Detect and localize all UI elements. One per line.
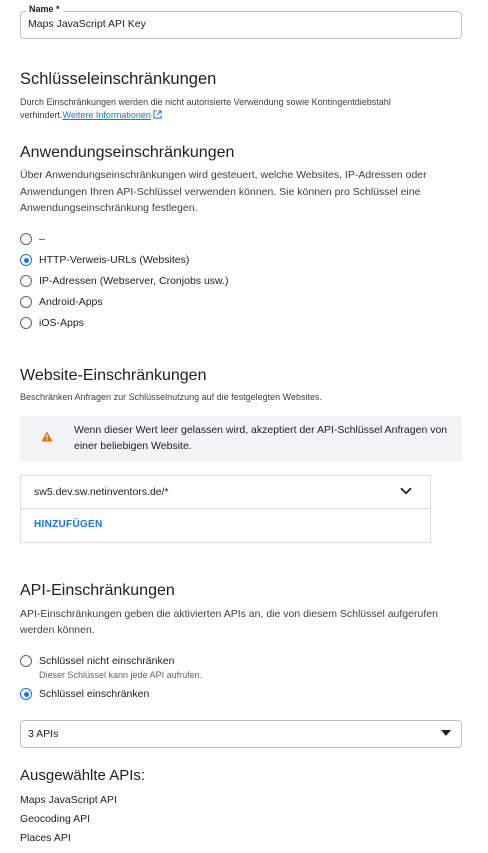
- app-restrictions-desc-line3: Anwendungseinschränkung festlegen.: [20, 202, 198, 214]
- api-restrictions-desc-line1: API-Einschränkungen geben die aktivierten APIs an, die von diesem Schlüssel aufgerufen: [20, 608, 438, 620]
- warning-icon: [41, 431, 53, 442]
- app-restrictions-desc-line1: Über Anwendungseinschränkungen wird gesteuert, welche Websites, IP-Adressen oder: [20, 169, 427, 181]
- app-restrictions-title: Anwendungseinschränkungen: [20, 144, 235, 161]
- selected-api-item: Maps JavaScript API: [20, 794, 117, 806]
- selected-api-item: Places API: [20, 832, 71, 844]
- open-in-new-icon[interactable]: [153, 110, 162, 119]
- learn-more-link[interactable]: Weitere Informationen: [62, 109, 151, 120]
- radio-dont-restrict[interactable]: [20, 655, 32, 667]
- key-restrictions-desc-text: verhindert.: [20, 109, 63, 120]
- selected-apis-title: Ausgewählte APIs:: [20, 767, 146, 784]
- dropdown-arrow-icon[interactable]: [441, 730, 451, 736]
- api-restrictions-title: API-Einschränkungen: [20, 582, 175, 599]
- radio-ip-addresses-label: IP-Adressen (Webserver, Cronjobs usw.): [39, 275, 229, 287]
- radio-ip-addresses[interactable]: [20, 275, 32, 287]
- website-restrictions-description: Beschränken Anfragen zur Schlüsselnutzung auf die festgelegten Websites.: [20, 392, 323, 402]
- radio-none[interactable]: [20, 233, 32, 245]
- radio-dont-restrict-label: Schlüssel nicht einschränken: [39, 655, 175, 667]
- warning-text-line1: Wenn dieser Wert leer gelassen wird, akzeptiert der API-Schlüssel Anfragen von: [74, 424, 448, 436]
- warning-text: [74, 422, 454, 454]
- referrer-url[interactable]: sw5.dev.sw.netinventors.de/*: [34, 486, 169, 498]
- chevron-down-icon[interactable]: [400, 487, 412, 495]
- add-referrer-button[interactable]: HINZUFÜGEN: [34, 519, 103, 530]
- referrer-divider: [21, 508, 430, 509]
- key-restrictions-desc-line2: [20, 109, 470, 122]
- app-restrictions-description: [20, 167, 470, 217]
- radio-http-referrers[interactable]: [20, 254, 32, 266]
- radio-ios[interactable]: [20, 317, 32, 329]
- radio-ios-label: iOS-Apps: [39, 317, 84, 329]
- api-select-value: 3 APIs: [28, 728, 59, 740]
- api-restrictions-description: [20, 606, 470, 638]
- name-field-value[interactable]: Maps JavaScript API Key: [28, 18, 146, 30]
- api-select[interactable]: [20, 720, 462, 748]
- key-restrictions-description: [20, 96, 470, 121]
- radio-http-referrers-label: HTTP-Verweis-URLs (Websites): [39, 254, 190, 266]
- key-restrictions-title: Schlüsseleinschränkungen: [20, 70, 217, 88]
- selected-api-item: Geocoding API: [20, 813, 91, 825]
- api-restrictions-desc-line2: werden können.: [20, 624, 95, 636]
- warning-text-line2: einer beliebigen Website.: [74, 440, 192, 452]
- app-restrictions-desc-line2: Anwendungen Ihren API-Schlüssel verwenden können. Sie können pro Schlüssel eine: [20, 185, 421, 198]
- name-field-label: Name *: [26, 4, 63, 15]
- radio-dont-restrict-sublabel: Dieser Schlüssel kann jede API aufrufen.: [39, 670, 203, 680]
- radio-restrict[interactable]: [20, 688, 32, 700]
- website-restrictions-title: Website-Einschränkungen: [20, 367, 207, 384]
- key-restrictions-desc-line1: Durch Einschränkungen werden die nicht autorisierte Verwendung sowie Kontingentdiebstahl: [20, 97, 391, 107]
- radio-android[interactable]: [20, 296, 32, 308]
- radio-none-label: –: [39, 233, 45, 245]
- radio-android-label: Android-Apps: [39, 296, 103, 308]
- radio-restrict-label: Schlüssel einschränken: [39, 688, 150, 700]
